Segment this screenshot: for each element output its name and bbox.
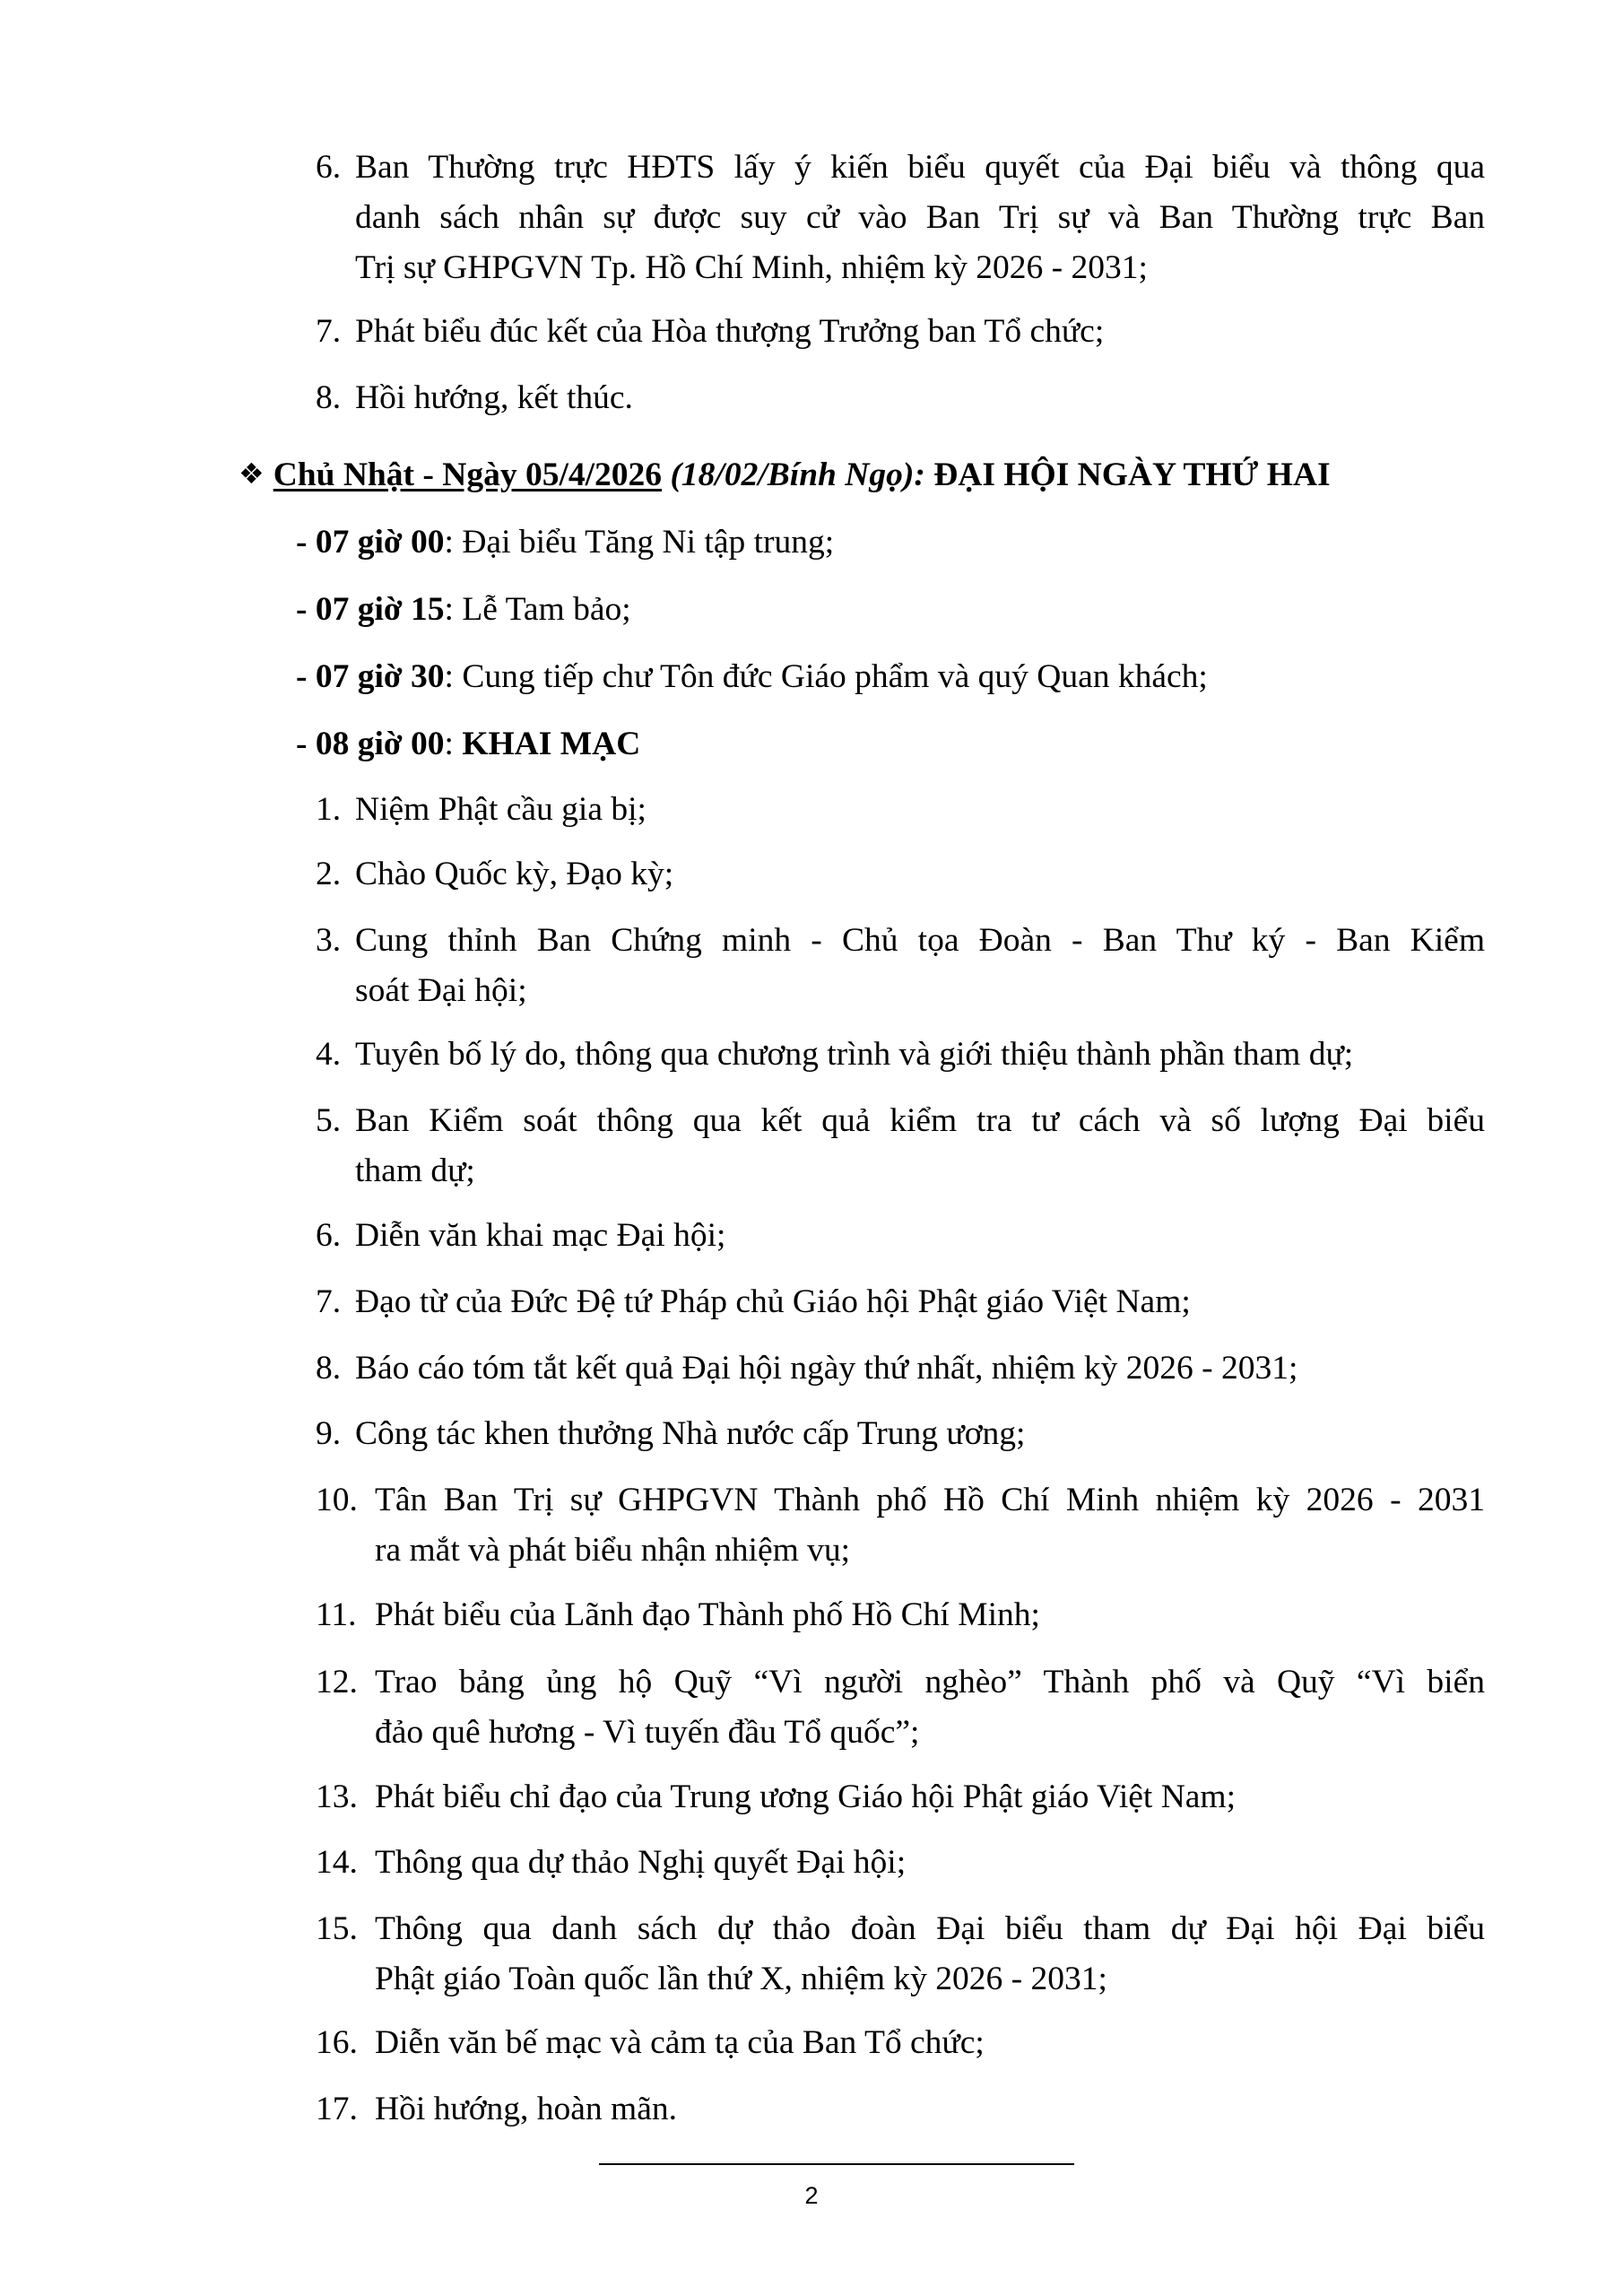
list-item-text: Phát biểu chỉ đạo của Trung ương Giáo hội Phật giáo Việt Nam; — [375, 1779, 1237, 1815]
list-item-text: Trị sự GHPGVN Tp. Hồ Chí Minh, nhiệm kỳ 2026 - 2031; — [355, 249, 1148, 286]
list-item-number: 9. — [316, 1415, 342, 1452]
schedule-entry — [296, 722, 640, 767]
list-item-text: Trao bảng ủng hộ Quỹ “Vì người nghèo” Thành phố và Quỹ “Vì biển — [375, 1664, 1485, 1700]
list-item-text: Phật giáo Toàn quốc lần thứ X, nhiệm kỳ 2026 - 2031; — [375, 1961, 1107, 1997]
list-item-number: 12. — [316, 1664, 358, 1700]
schedule-time: - 07 giờ 15 — [296, 591, 445, 628]
list-item-number: 14. — [316, 1844, 358, 1881]
list-item-number: 5. — [316, 1102, 342, 1139]
list-item-text: Công tác khen thưởng Nhà nước cấp Trung ương; — [355, 1415, 1026, 1452]
day-heading-date: Chủ Nhật - Ngày 05/4/2026 — [273, 457, 663, 493]
list-item-text: đảo quê hương - Vì tuyến đầu Tổ quốc”; — [375, 1714, 920, 1751]
day-heading-title: ĐẠI HỘI NGÀY THỨ HAI — [933, 457, 1331, 493]
list-item-number: 10. — [316, 1482, 358, 1518]
list-item-text: danh sách nhân sự được suy cử vào Ban Trị sự và Ban Thường trực Ban — [355, 199, 1485, 236]
list-item-number: 7. — [316, 1283, 342, 1320]
list-item-number: 16. — [316, 2024, 358, 2061]
list-item-number: 2. — [316, 856, 342, 892]
list-item-text: Chào Quốc kỳ, Đạo kỳ; — [355, 856, 674, 892]
list-item-text: ra mắt và phát biểu nhận nhiệm vụ; — [375, 1532, 851, 1569]
list-item-text: Thông qua danh sách dự thảo đoàn Đại biểu tham dự Đại hội Đại biểu — [375, 1910, 1485, 1947]
list-item-number: 6. — [316, 1217, 342, 1254]
schedule-separator: : — [444, 726, 463, 762]
schedule-text: Cung tiếp chư Tôn đức Giáo phẩm và quý Quan khách; — [462, 658, 1208, 695]
list-item-text: Thông qua dự thảo Nghị quyết Đại hội; — [375, 1844, 907, 1881]
day-heading — [239, 453, 1331, 498]
list-item-text: Phát biểu của Lãnh đạo Thành phố Hồ Chí Minh; — [375, 1596, 1040, 1633]
list-item-text: Cung thỉnh Ban Chứng minh - Chủ tọa Đoàn - Ban Thư ký - Ban Kiểm — [355, 922, 1485, 959]
schedule-separator: : — [444, 524, 463, 561]
schedule-entry — [296, 520, 834, 565]
schedule-separator: : — [444, 591, 463, 628]
list-item-text: Ban Thường trực HĐTS lấy ý kiến biểu quyết của Đại biểu và thông qua — [355, 149, 1485, 186]
list-item-number: 7. — [316, 313, 342, 350]
schedule-text: Lễ Tam bảo; — [462, 591, 631, 628]
list-item-text: soát Đại hội; — [355, 972, 527, 1009]
schedule-entry — [296, 587, 631, 632]
list-item-text: Tuyên bố lý do, thông qua chương trình và giới thiệu thành phần tham dự; — [355, 1036, 1354, 1073]
list-item-text: tham dự; — [355, 1152, 475, 1189]
list-item-text: Đạo từ của Đức Đệ tứ Pháp chủ Giáo hội Phật giáo Việt Nam; — [355, 1283, 1191, 1320]
schedule-time: - 08 giờ 00 — [296, 726, 445, 762]
list-item-number: 17. — [316, 2091, 358, 2127]
list-item-number: 6. — [316, 149, 342, 186]
list-item-text: Báo cáo tóm tắt kết quả Đại hội ngày thứ nhất, nhiệm kỳ 2026 - 2031; — [355, 1350, 1298, 1387]
list-item-number: 8. — [316, 1350, 342, 1387]
schedule-text: Đại biểu Tăng Ni tập trung; — [462, 524, 835, 561]
list-item-text: Tân Ban Trị sự GHPGVN Thành phố Hồ Chí Minh nhiệm kỳ 2026 - 2031 — [375, 1482, 1485, 1518]
list-item-text: Hồi hướng, hoàn mãn. — [375, 2091, 677, 2127]
diamond-bullet-icon: ❖ — [239, 457, 265, 491]
list-item-text: Ban Kiểm soát thông qua kết quả kiểm tra tư cách và số lượng Đại biểu — [355, 1102, 1485, 1139]
day-heading-lunar: (18/02/Bính Ngọ): — [670, 457, 925, 493]
list-item-text: Phát biểu đúc kết của Hòa thượng Trưởng ban Tổ chức; — [355, 313, 1105, 350]
schedule-entry — [296, 655, 1208, 700]
list-item-text: Diễn văn bế mạc và cảm tạ của Ban Tổ chức; — [375, 2024, 985, 2061]
list-item-number: 8. — [316, 379, 342, 416]
list-item-number: 3. — [316, 922, 342, 959]
schedule-time: - 07 giờ 30 — [296, 658, 445, 695]
list-item-number: 11. — [316, 1596, 357, 1633]
list-item-text: Niệm Phật cầu gia bị; — [355, 791, 647, 828]
list-item-number: 4. — [316, 1036, 342, 1073]
list-item-number: 13. — [316, 1779, 358, 1815]
schedule-separator: : — [444, 658, 463, 695]
footer-divider — [599, 2163, 1074, 2165]
list-item-number: 1. — [316, 791, 342, 828]
page-number: 2 — [804, 2182, 819, 2209]
schedule-time: - 07 giờ 00 — [296, 524, 445, 561]
schedule-text: KHAI MẠC — [462, 726, 641, 762]
list-item-text: Diễn văn khai mạc Đại hội; — [355, 1217, 726, 1254]
list-item-text: Hồi hướng, kết thúc. — [355, 379, 633, 416]
list-item-number: 15. — [316, 1910, 358, 1947]
